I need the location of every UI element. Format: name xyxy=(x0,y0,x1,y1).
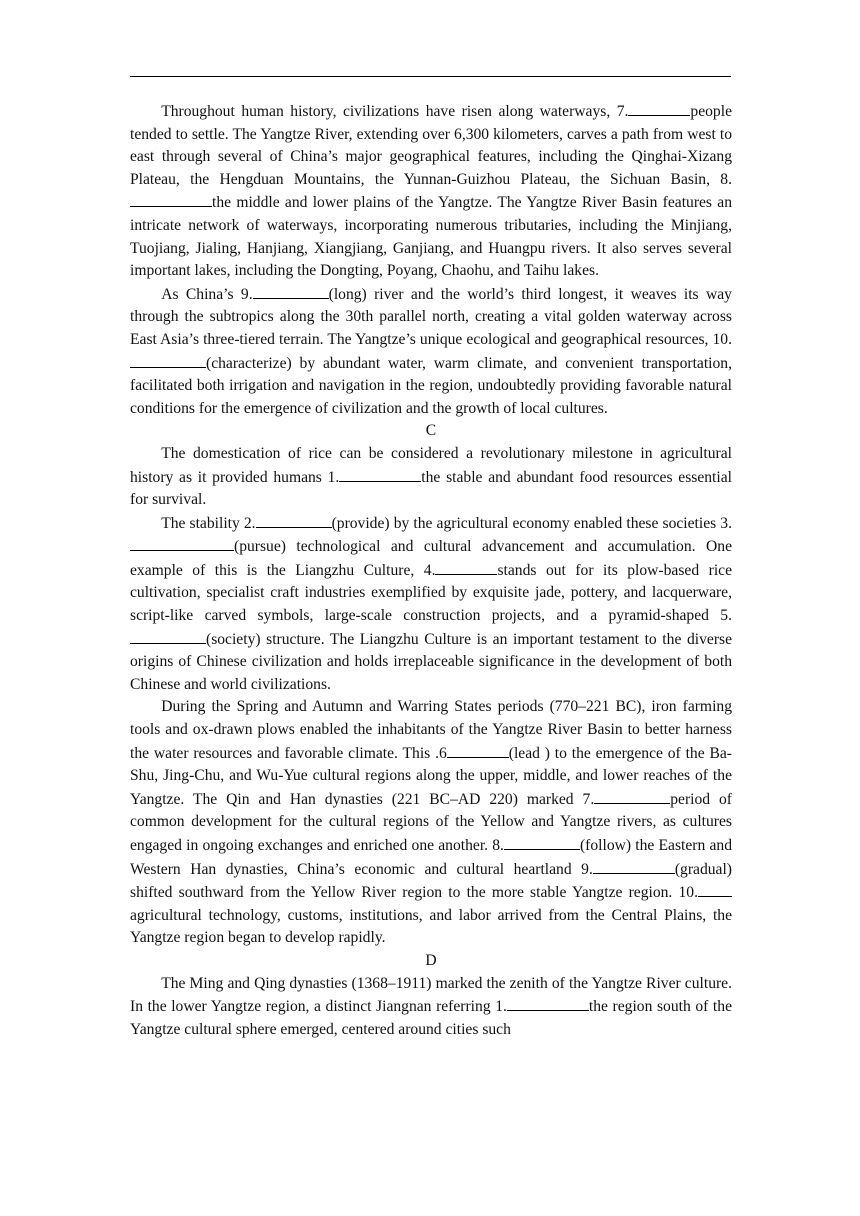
paragraph-c1 xyxy=(130,443,732,512)
blank-c2[interactable] xyxy=(256,512,332,528)
text-run: the stable and abundant food resources essential for survival. xyxy=(130,468,732,509)
text-run: The stability 2. xyxy=(161,514,256,532)
paragraph-b2 xyxy=(130,283,732,421)
document-body xyxy=(130,100,732,1041)
header-rule xyxy=(130,76,731,77)
text-run: (gradual) shifted southward from the Yellow River region to the more stable Yangtze region. 10. xyxy=(130,860,732,902)
text-run: the region south of the Yangtze cultural sphere emerged, centered around cities such xyxy=(130,998,732,1038)
text-run: (follow) the Eastern and Western Han dynasties, China’s economic and cultural heartland 9. xyxy=(130,837,732,878)
text-run: (pursue) technological and cultural advancement and accumulation. One example of this is the Liangzhu Culture, 4. xyxy=(130,538,732,579)
text-run: stands out for its plow-based rice cultivation, specialist craft industries exemplified by exquisite jade, pottery, and lacquerware, script-like carved symbols, large-scale construction projects, and a pyramid-shaped 5. xyxy=(130,561,732,625)
blank-c6[interactable] xyxy=(447,742,509,758)
text-run: Throughout human history, civilizations have risen along waterways, 7. xyxy=(161,103,629,120)
blank-c8[interactable] xyxy=(504,834,580,850)
blank-c5[interactable] xyxy=(130,628,206,644)
text-run: (society) structure. The Liangzhu Culture is an important testament to the diverse origins of Chinese civilization and holds irreplaceable significance in the development of both Chinese and world civilizations. xyxy=(130,630,732,693)
text-run: (provide) by the agricultural economy enabled these societies 3. xyxy=(331,514,732,532)
blank-c10[interactable] xyxy=(698,881,732,897)
blank-c1[interactable] xyxy=(339,466,421,482)
blank-d1[interactable] xyxy=(507,995,589,1011)
text-run: the middle and lower plains of the Yangtze. The Yangtze River Basin features an intricate network of waterways, incorporating numerous tributaries, including the Minjiang, Tuojiang, Jialing, Hanjiang, Xiangjiang, Ganjiang, and Huangpu rivers. It also serves several important lakes, including the Dongting, Poyang, Chaohu, and Taihu lakes. xyxy=(130,194,732,280)
section-heading-d: D xyxy=(425,951,437,969)
text-run: As China’s 9. xyxy=(161,285,253,303)
blank-b8[interactable] xyxy=(130,191,212,207)
blank-c3[interactable] xyxy=(130,535,234,551)
blank-b7[interactable] xyxy=(628,100,690,116)
paragraph-c3 xyxy=(130,696,732,950)
text-run: During the Spring and Autumn and Warring States periods (770–221 BC), iron farming tools and ox-drawn plows enabled the inhabitants of the Yangtze River Basin to better harness the water resources and favorable climate. This .6 xyxy=(130,698,732,762)
paragraph-c2 xyxy=(130,512,732,697)
text-run: (long) river and the world’s third longest, it weaves its way through the subtropics along the 30th parallel north, creating a vital golden waterway across East Asia’s three-tiered terrain. The Yangtze’s unique ecological and geographical resources, 10. xyxy=(130,285,732,348)
blank-b9[interactable] xyxy=(253,283,329,299)
text-run: The Ming and Qing dynasties (1368–1911) marked the zenith of the Yangtze River culture. In the lower Yangtze region, a distinct Jiangnan referring 1. xyxy=(130,974,732,1016)
section-heading-c: C xyxy=(425,422,437,440)
blank-c4[interactable] xyxy=(435,559,497,575)
blank-c7[interactable] xyxy=(594,788,670,804)
paragraph-b1 xyxy=(130,100,732,283)
text-run: The domestication of rice can be considered a revolutionary milestone in agricultural history as it provided humans 1. xyxy=(130,444,732,486)
paragraph-d1 xyxy=(130,973,732,1042)
text-run: people tended to settle. The Yangtze River, extending over 6,300 kilometers, carves a path from west to east through several of China’s major geographical features, including the Qinghai-Xizang Plateau, the Hengduan Mountains, the Yunnan-Guizhou Plateau, the Sichuan Basin, 8. xyxy=(130,103,732,188)
text-run: (lead ) to the emergence of the Ba-Shu, Jing-Chu, and Wu-Yue cultural regions along the upper, middle, and lower reaches of the Yangtze. The Qin and Han dynasties (221 BC–AD 220) marked 7. xyxy=(130,744,732,808)
text-run: (characterize) by abundant water, warm climate, and convenient transportation, facilitated both irrigation and navigation in the region, undoubtedly providing favorable natural conditions for the emergence of civilization and the growth of local cultures. xyxy=(130,354,732,417)
text-run: period of common development for the cultural regions of the Yellow and Yangtze rivers, as cultures engaged in ongoing exchanges and enriched one another. 8. xyxy=(130,790,732,854)
text-run: agricultural technology, customs, institutions, and labor arrived from the Central Plains, the Yangtze region began to develop rapidly. xyxy=(130,906,732,947)
blank-c9[interactable] xyxy=(593,858,675,874)
blank-b10[interactable] xyxy=(130,352,206,368)
